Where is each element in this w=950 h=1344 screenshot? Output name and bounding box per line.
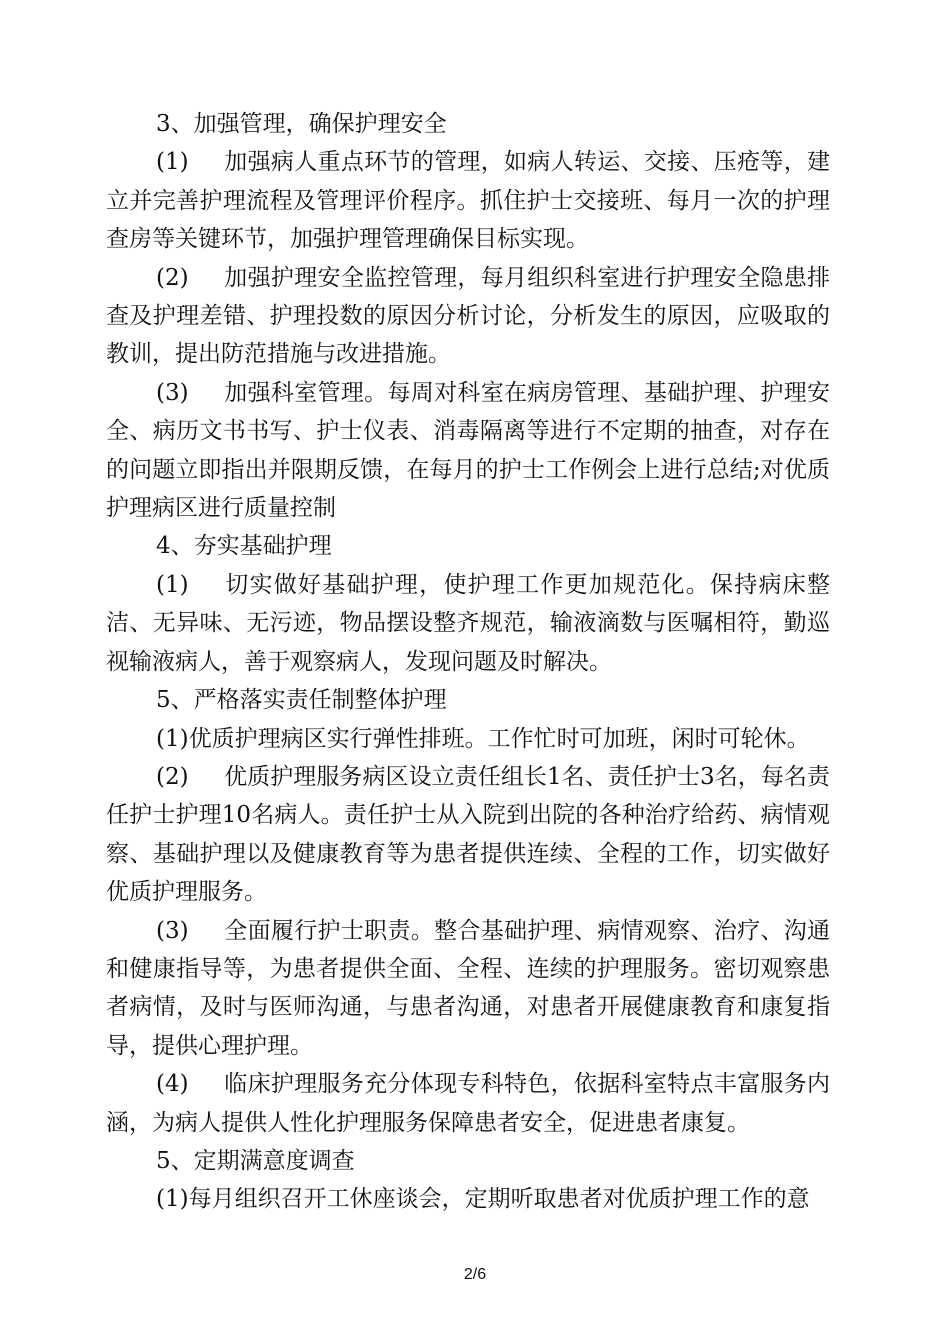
item-number: (4) (156, 1071, 189, 1098)
item-number: (3) (156, 917, 189, 944)
paragraph-text: 临床护理服务充分体现专科特色，依据科室特点丰富服务内涵，为病人提供人性化护理服务保障患者安全，促进患者康复。 (106, 1071, 830, 1136)
paragraph (106, 912, 830, 1066)
paragraph (106, 758, 830, 912)
section-heading (106, 681, 830, 719)
paragraph (106, 259, 830, 374)
section-heading (106, 105, 830, 143)
paragraph-text: 4、夯实基础护理 (156, 533, 332, 560)
item-number: (1) (156, 149, 189, 176)
item-number: (3) (156, 379, 189, 406)
paragraph (106, 720, 830, 758)
paragraph-text: (1)优质护理病区实行弹性排班。工作忙时可加班，闲时可轮休。 (156, 725, 810, 752)
item-number: (1) (156, 571, 189, 598)
document-body (106, 105, 830, 1219)
paragraph (106, 566, 830, 681)
paragraph-text: 全面履行护士职责。整合基础护理、病情观察、治疗、沟通和健康指导等，为患者提供全面、全程、连续的护理服务。密切观察患者病情，及时与医师沟通，与患者沟通，对患者开展健康教育和康复指导，提供心理护理。 (106, 917, 830, 1059)
paragraph (106, 374, 830, 528)
item-number: (2) (156, 763, 189, 790)
paragraph (106, 1180, 830, 1218)
paragraph (106, 1065, 830, 1142)
paragraph-text: 加强科室管理。每周对科室在病房管理、基础护理、护理安全、病历文书书写、护士仪表、消毒隔离等进行不定期的抽查，对存在的问题立即指出并限期反馈，在每月的护士工作例会上进行总结;对优质护理病区进行质量控制 (106, 379, 830, 522)
page-number: 2/6 (463, 1266, 487, 1283)
section-heading (106, 1142, 830, 1180)
paragraph-text: 5、严格落实责任制整体护理 (156, 687, 447, 714)
paragraph-text: 切实做好基础护理，使护理工作更加规范化。保持病床整洁、无异味、无污迹，物品摆设整齐规范，输液滴数与医嘱相符，勤巡视输液病人，善于观察病人，发现问题及时解决。 (106, 571, 830, 675)
paragraph-text: 优质护理服务病区设立责任组长1名、责任护士3名，每名责任护士护理10名病人。责任护士从入院到出院的各种治疗给药、病情观察、基础护理以及健康教育等为患者提供连续、全程的工作，切实做好优质护理服务。 (106, 763, 830, 906)
paragraph (106, 143, 830, 258)
item-number: (2) (156, 264, 189, 291)
paragraph-text: 5、定期满意度调查 (156, 1147, 355, 1174)
paragraph-text: 3、加强管理，确保护理安全 (156, 111, 447, 137)
paragraph-text: 加强护理安全监控管理，每月组织科室进行护理安全隐患排查及护理差错、护理投数的原因分析讨论，分析发生的原因，应吸取的教训，提出防范措施与改进措施。 (106, 264, 830, 368)
paragraph-text: (1)每月组织召开工休座谈会，定期听取患者对优质护理工作的意 (156, 1186, 810, 1213)
paragraph-text: 加强病人重点环节的管理，如病人转运、交接、压疮等，建立并完善护理流程及管理评价程序。抓住护士交接班、每月一次的护理查房等关键环节，加强护理管理确保目标实现。 (106, 149, 830, 253)
section-heading (106, 527, 830, 565)
